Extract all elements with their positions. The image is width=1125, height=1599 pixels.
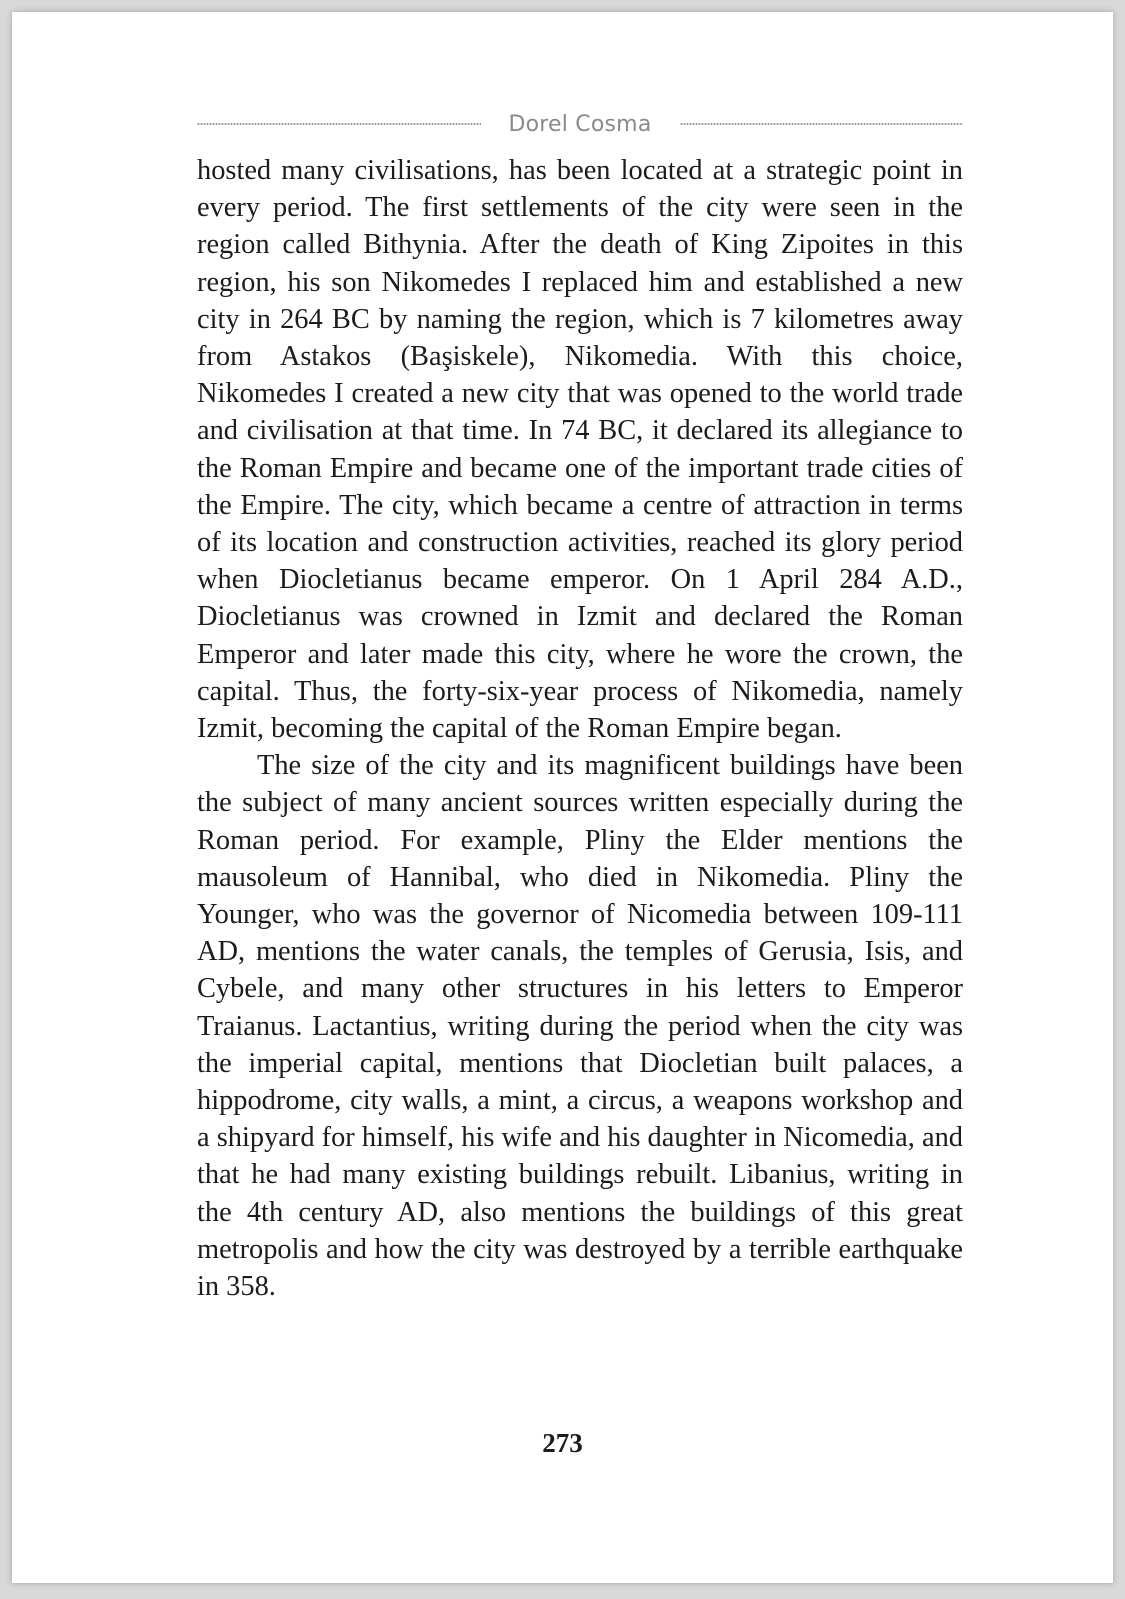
header-rule-right (680, 122, 964, 126)
paragraph-continued: hosted many civilisations, has been located at a strategic point in every period. The first settlements of the city were seen in the region called Bithynia. After the death of King Zipoites in this region, his son Nikomedes I replaced him and established a new city in 264 BC by naming the region, which is 7 kilometres away from Astakos (Başiskele), Nikomedia. With this choice, Nikomedes I created a new city that was opened to the world trade and civilisation at that time. In 74 BC, it declared its allegiance to the Roman Empire and became one of the important trade cities of the Empire. The city, which became a centre of attraction in terms of its location and construction activities, reached its glory period when Diocletianus became emperor. On 1 April 284 A.D., Diocletianus was crowned in Izmit and declared the Roman Emperor and later made this city, where he wore the crown, the capital. Thus, the forty-six-year process of Nikomedia, namely Izmit, becoming the capital of the Roman Empire began. (197, 155, 963, 745)
header-author: Dorel Cosma (508, 111, 652, 137)
body-text (197, 152, 963, 1305)
header-rule-left (197, 122, 481, 126)
book-page (12, 12, 1113, 1583)
running-header (197, 102, 963, 146)
paragraph: The size of the city and its magnificent buildings have been the subject of many ancient sources written especially during the Roman period. For example, Pliny the Elder mentions the mausoleum of Hannibal, who died in Nikomedia. Pliny the Younger, who was the governor of Nicomedia between 109-111 AD, mentions the water canals, the temples of Gerusia, Isis, and Cybele, and many other structures in his letters to Emperor Traianus. Lactantius, writing during the period when the city was the imperial capital, mentions that Diocletian built palaces, a hippodrome, city walls, a mint, a circus, a weapons workshop and a shipyard for himself, his wife and his daughter in Nicomedia, and that he had many existing buildings rebuilt. Libanius, writing in the 4th century AD, also mentions the buildings of this great metropolis and how the city was destroyed by a terrible earthquake in 358. (197, 750, 963, 1303)
page-number: 273 (542, 1428, 583, 1458)
